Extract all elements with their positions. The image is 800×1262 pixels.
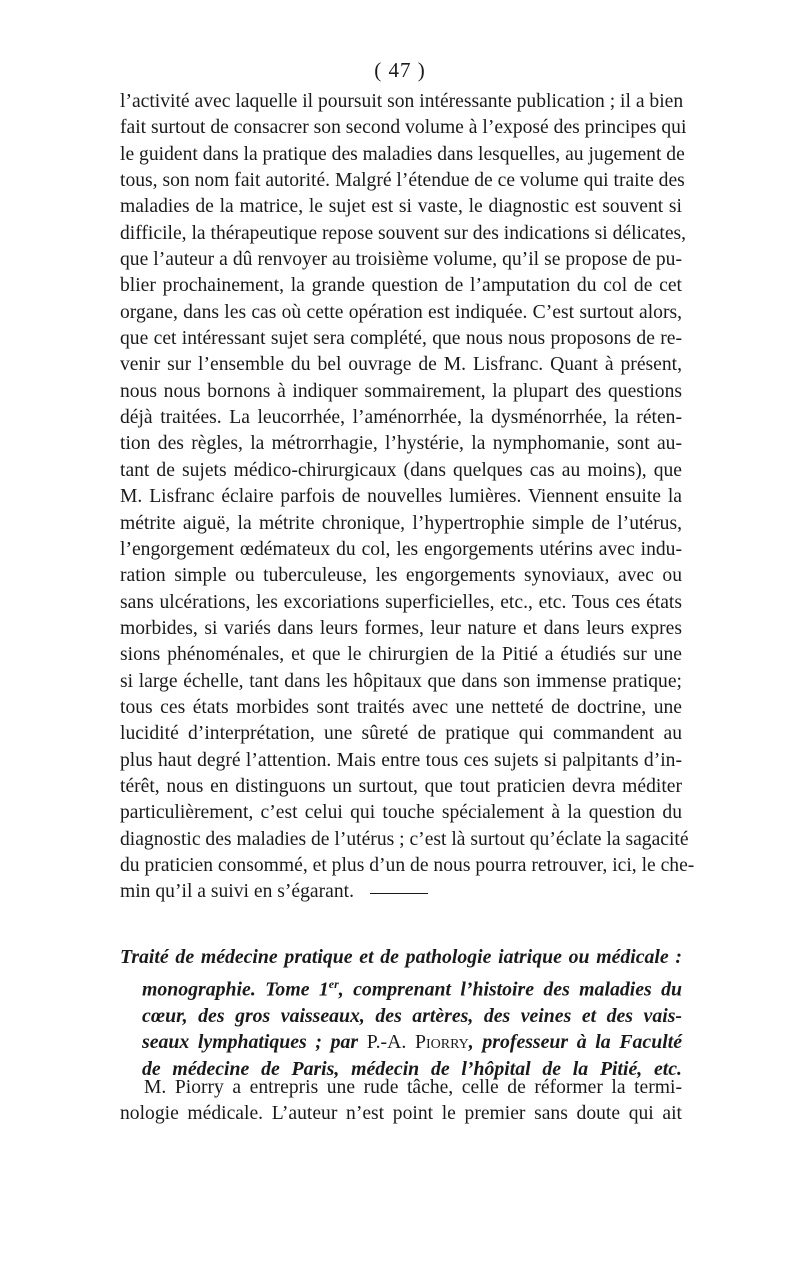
text-line: que l’auteur a dû renvoyer au troisième volume, qu’il se propose de pu- [120, 249, 682, 271]
text-line: métrite aiguë, la métrite chronique, l’hypertrophie simple de l’utérus, [120, 512, 682, 534]
text-line: min qu’il a suivi en s’égarant. [120, 881, 354, 903]
text-line: nous nous bornons à indiquer sommairement, la plupart des questions [120, 380, 682, 402]
text-line: sions phénoménales, et que le chirurgien de la Pitié a étudiés sur une [120, 644, 682, 666]
review-title-text: monographie. Tome 1 [142, 978, 329, 1001]
review-title-line: Traité de médecine pratique et de pathologie iatrique ou médicale : [120, 946, 682, 968]
text-line: blier prochainement, la grande question de l’amputation du col de cet [120, 275, 682, 297]
text-line: particulièrement, c’est celui qui touche spécialement à la question du [120, 802, 682, 824]
text-line: organe, dans les cas où cette opération est indiquée. C’est surtout alors, [120, 301, 682, 323]
text-line: tion des règles, la métrorrhagie, l’hystérie, la nymphomanie, sont au- [120, 433, 682, 455]
text-line: l’activité avec laquelle il poursuit son intéressante publication ; il a bien [120, 91, 684, 112]
review-title-text: , professeur à la Faculté [468, 1031, 682, 1054]
text-line: si large échelle, tant dans les hôpitaux que dans son immense pratique; [120, 670, 682, 692]
volume-superscript: er [328, 976, 339, 991]
review-title-text: , comprenant l’histoire des maladies du [338, 978, 682, 1001]
text-line: fait surtout de consacrer son second volume à l’exposé des principes qui [120, 117, 687, 139]
review-title-line: cœur, des gros vaisseaux, des artères, des veines et des vais- [142, 1004, 682, 1027]
text-line: que cet intéressant sujet sera complété, que nous nous proposons de re- [120, 328, 682, 350]
author-name: P.-A. Piorry [366, 1031, 469, 1054]
text-line: tous ces états morbides sont traités avec une netteté de doctrine, une [120, 696, 682, 718]
text-line: l’engorgement œdémateux du col, les engorgements utérins avec indu- [120, 538, 682, 560]
text-line: M. Piorry a entrepris une rude tâche, celle de réformer la termi- [144, 1077, 682, 1098]
page-number: ( 47 ) [374, 58, 426, 82]
closing-text-block [120, 1075, 682, 1128]
text-line: difficile, la thérapeutique repose souvent sur des indications si délicates, [120, 222, 687, 244]
text-line: venir sur l’ensemble du bel ouvrage de M. Lisfranc. Quant à présent, [120, 354, 682, 376]
review-title-line [120, 1029, 682, 1056]
text-line: sans ulcérations, les excoriations superficielles, etc., etc. Tous ces états [120, 591, 682, 613]
text-line: morbides, si variés dans leurs formes, leur nature et dans leurs expres [120, 617, 682, 639]
text-line: plus haut degré l’attention. Mais entre tous ces sujets si palpitants d’in- [120, 749, 682, 771]
review-title-text: seaux lymphatiques ; par [142, 1031, 367, 1054]
text-line: ration simple ou tuberculeuse, les engorgements synoviaux, avec ou [120, 565, 682, 587]
text-line: diagnostic des maladies de l’utérus ; c’est là surtout qu’éclate la sagacité [120, 828, 689, 850]
main-text-block [120, 89, 695, 906]
text-line: tant de sujets médico-chirurgicaux (dans quelques cas au moins), que [120, 459, 682, 481]
text-line: térêt, nous en distinguons un surtout, que tout praticien devra méditer [120, 775, 682, 797]
text-line: nologie médicale. L’auteur n’est point le premier sans doute qui ait [120, 1103, 682, 1125]
review-title-line [120, 971, 682, 1003]
review-heading [120, 944, 682, 1082]
section-divider [370, 893, 428, 894]
text-line: tous, son nom fait autorité. Malgré l’étendue de ce volume qui traite des [120, 170, 685, 192]
text-line: du praticien consommé, et plus d’un de nous pourra retrouver, ici, le che- [120, 854, 695, 876]
review-title-line: de médecine de Paris, médecin de l’hôpital de la Pitié, etc. [142, 1057, 682, 1080]
text-line: le guident dans la pratique des maladies dans lesquelles, au jugement de [120, 143, 685, 165]
text-line: maladies de la matrice, le sujet est si vaste, le diagnostic est souvent si [120, 196, 682, 218]
text-line: déjà traitées. La leucorrhée, l’aménorrhée, la dysménorrhée, la réten- [120, 407, 682, 429]
text-line: lucidité d’interprétation, une sûreté de pratique qui commandent au [120, 723, 682, 745]
text-line: M. Lisfranc éclaire parfois de nouvelles lumières. Viennent ensuite la [120, 486, 682, 508]
